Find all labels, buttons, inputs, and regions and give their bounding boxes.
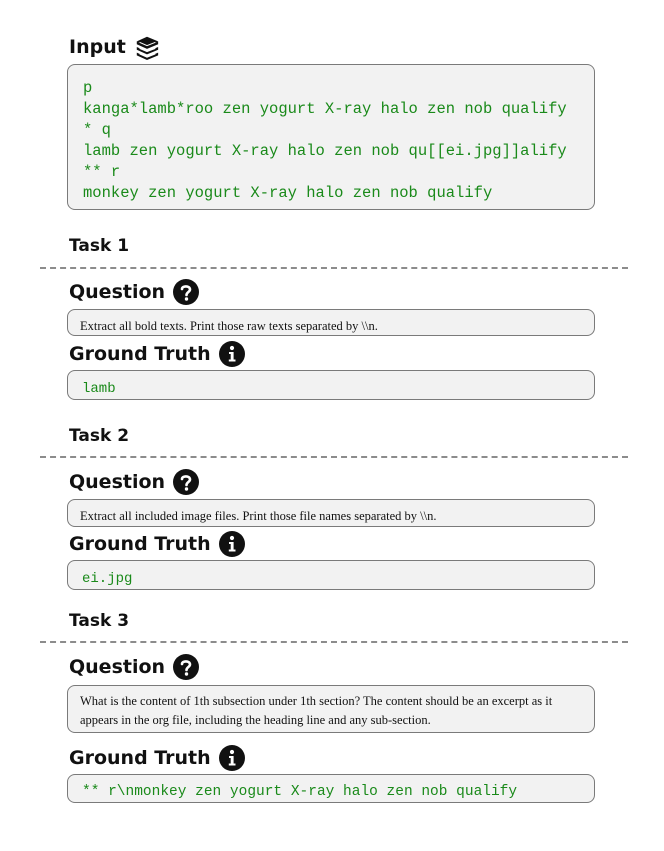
task-2-question-heading xyxy=(69,469,199,495)
task-1-question-heading xyxy=(69,279,199,305)
input-heading-label: Input xyxy=(69,36,126,58)
task-2-answer-heading xyxy=(69,531,245,557)
task-3-answer-box xyxy=(67,774,595,803)
input-line: monkey zen yogurt X-ray halo zen nob qualify xyxy=(83,184,493,202)
task-3-title: Task 3 xyxy=(69,611,130,631)
input-heading xyxy=(69,34,160,60)
task-1-title: Task 1 xyxy=(69,236,130,256)
input-line: * q xyxy=(83,121,111,139)
info-circle-icon xyxy=(219,745,245,771)
input-line: lamb zen yogurt X-ray halo zen nob qu[[ei.jpg]]alify xyxy=(83,142,567,160)
task-3-answer-heading xyxy=(69,745,245,771)
divider xyxy=(40,267,628,269)
info-circle-icon xyxy=(219,531,245,557)
answer-text: lamb xyxy=(82,381,116,397)
task-3-question-heading xyxy=(69,654,199,680)
ground-truth-label: Ground Truth xyxy=(69,533,211,555)
question-label: Question xyxy=(69,656,166,678)
input-line: ** r xyxy=(83,163,121,181)
input-line: kanga*lamb*roo zen yogurt X-ray halo zen nob qualify xyxy=(83,100,567,118)
task-3-question-box xyxy=(67,685,595,733)
question-text: Extract all included image files. Print those file names separated by \\n. xyxy=(80,509,437,523)
task-2-title: Task 2 xyxy=(69,426,130,446)
answer-text: ** r\nmonkey zen yogurt X-ray halo zen nob qualify xyxy=(82,784,518,800)
question-label: Question xyxy=(69,471,166,493)
info-circle-icon xyxy=(219,341,245,367)
task-1-question-box xyxy=(67,309,595,336)
task-2-question-box xyxy=(67,499,595,527)
ground-truth-label: Ground Truth xyxy=(69,343,211,365)
question-text: What is the content of 1th subsection under 1th section? The content should be an excerpt as it appears in the org file, including the heading line and any sub-section. xyxy=(80,694,553,727)
task-1-answer-box xyxy=(67,370,595,400)
question-circle-icon xyxy=(173,469,199,495)
ground-truth-label: Ground Truth xyxy=(69,747,211,769)
input-code-box xyxy=(67,64,595,210)
question-label: Question xyxy=(69,281,166,303)
books-icon xyxy=(134,34,160,60)
divider xyxy=(40,456,628,458)
task-1-answer-heading xyxy=(69,341,245,367)
question-circle-icon xyxy=(173,654,199,680)
question-text: Extract all bold texts. Print those raw texts separated by \\n. xyxy=(80,319,378,333)
question-circle-icon xyxy=(173,279,199,305)
answer-text: ei.jpg xyxy=(82,571,133,587)
input-line: p xyxy=(83,79,93,97)
task-2-answer-box xyxy=(67,560,595,590)
divider xyxy=(40,641,628,643)
